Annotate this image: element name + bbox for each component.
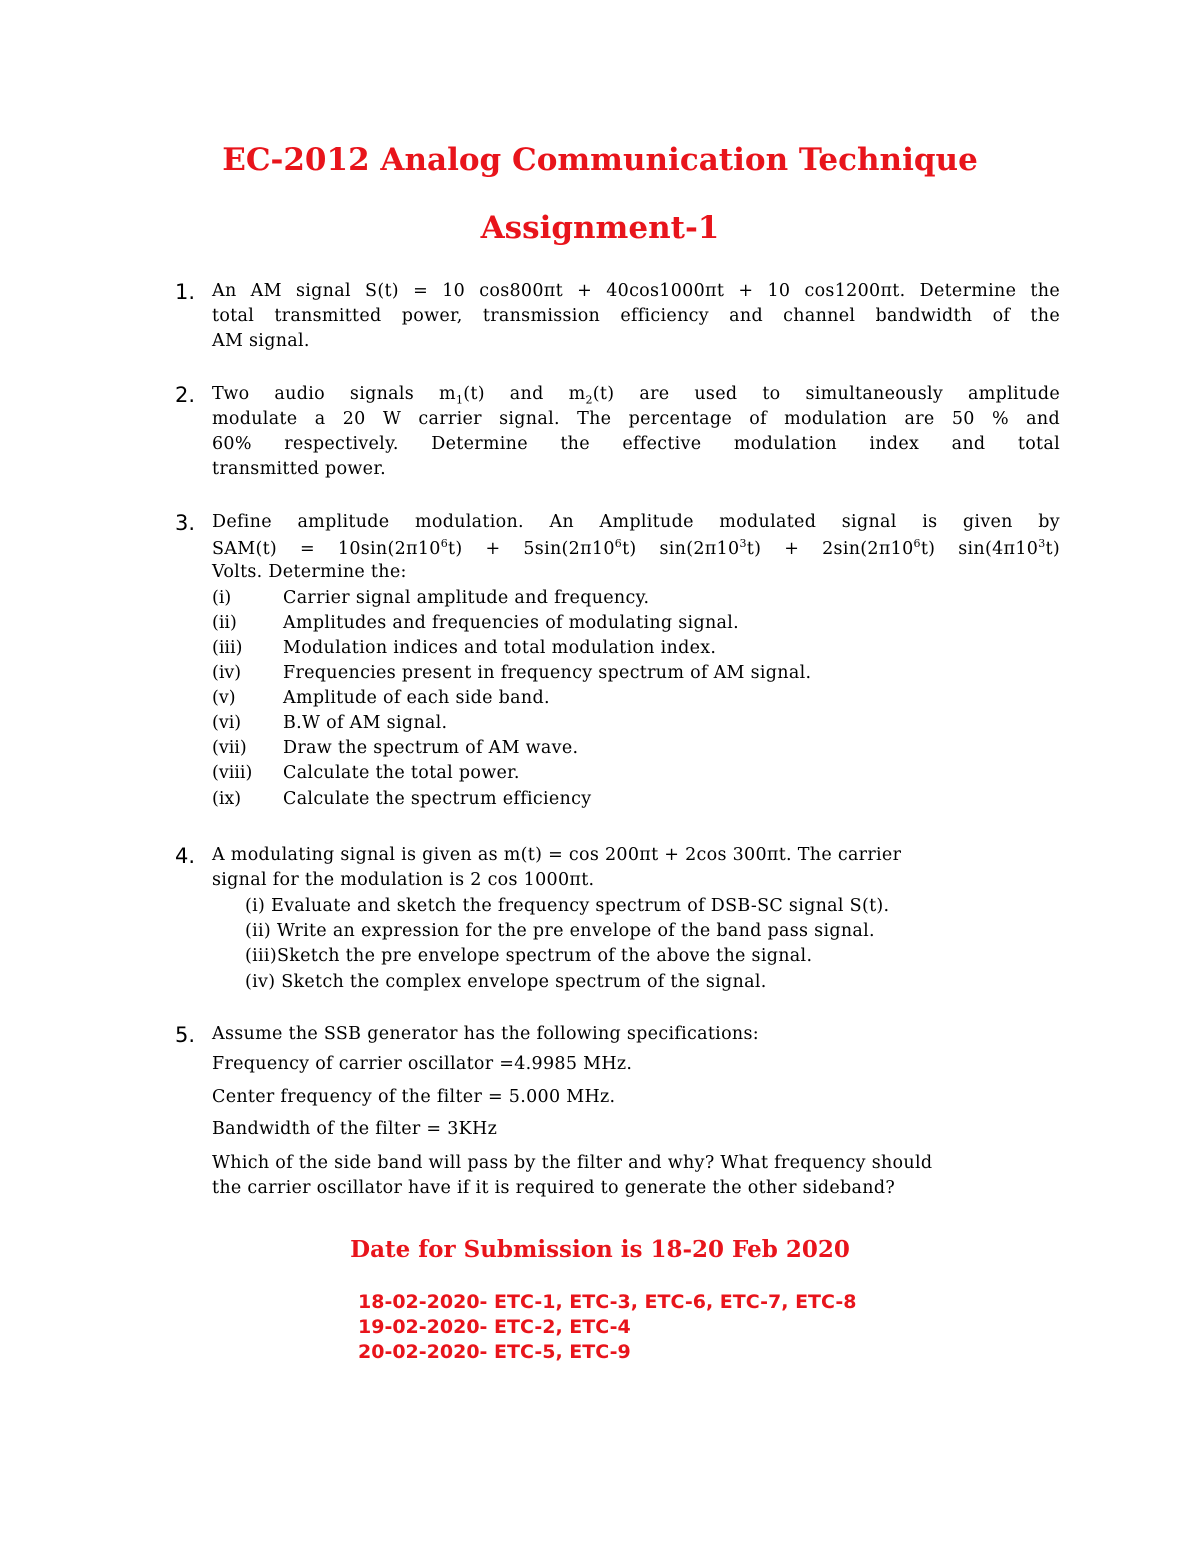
sub-question: (iii)Sketch the pre envelope spectrum of the above the signal. <box>245 946 813 966</box>
question-line: A modulating signal is given as m(t) = cos 200πt + 2cos 300πt. The carrier <box>212 845 902 865</box>
question-number: 4. <box>175 844 196 868</box>
question-line <box>212 384 1060 407</box>
page-title: EC-2012 Analog Communication Technique <box>222 142 978 178</box>
item-text: Calculate the spectrum efficiency <box>283 789 592 809</box>
superscript: 6 <box>440 537 449 550</box>
item-text: Amplitudes and frequencies of modulating signal. <box>283 613 740 633</box>
item-text: Carrier signal amplitude and frequency. <box>283 588 650 608</box>
sub-question: (ii) Write an expression for the pre envelope of the band pass signal. <box>245 921 875 941</box>
question-number: 5. <box>175 1023 196 1047</box>
schedule-line: 18-02-2020- ETC-1, ETC-3, ETC-6, ETC-7, ETC-8 <box>358 1291 857 1313</box>
submission-deadline: Date for Submission is 18-20 Feb 2020 <box>350 1236 850 1263</box>
am-signal-equation <box>212 537 1060 559</box>
question-line: signal for the modulation is 2 cos 1000πt. <box>212 870 595 890</box>
question-line: modulate a 20 W carrier signal. The percentage of modulation are 50 % and <box>212 409 1060 429</box>
subscript: 2 <box>585 393 593 407</box>
eq-text: t) + 5sin(2π10 <box>448 538 615 559</box>
question-line: AM signal. <box>212 331 310 351</box>
item-number: (vii) <box>212 738 247 758</box>
item-number: (ix) <box>212 789 242 809</box>
superscript: 6 <box>614 537 623 550</box>
line-text: Two audio signals m <box>212 384 456 404</box>
item-number: (v) <box>212 688 236 708</box>
superscript: 3 <box>739 537 747 550</box>
question-line: transmitted power. <box>212 459 386 479</box>
subscript: 1 <box>455 393 464 407</box>
item-number: (iii) <box>212 638 243 658</box>
question-line: Which of the side band will pass by the filter and why? What frequency should <box>212 1153 933 1173</box>
item-text: Calculate the total power. <box>283 763 520 783</box>
line-text: (t) and m <box>463 384 586 404</box>
page-subtitle: Assignment-1 <box>480 210 720 246</box>
question-line: Define amplitude modulation. An Amplitude modulated signal is given by <box>212 512 1060 532</box>
item-text: Frequencies present in frequency spectrum of AM signal. <box>283 663 812 683</box>
question-number: 3. <box>175 511 196 535</box>
question-line: An AM signal S(t) = 10 cos800πt + 40cos1000πt + 10 cos1200πt. Determine the <box>212 281 1060 301</box>
question-line: 60% respectively. Determine the effective modulation index and total <box>212 434 1060 454</box>
sub-question: (iv) Sketch the complex envelope spectrum of the signal. <box>245 972 767 992</box>
question-line: total transmitted power, transmission efficiency and channel bandwidth of the <box>212 306 1060 326</box>
question-line: Center frequency of the filter = 5.000 MHz. <box>212 1087 616 1107</box>
item-text: B.W of AM signal. <box>283 713 448 733</box>
question-line: Bandwidth of the filter = 3KHz <box>212 1119 498 1139</box>
item-text: Draw the spectrum of AM wave. <box>283 738 579 758</box>
question-line: Assume the SSB generator has the following specifications: <box>212 1024 759 1044</box>
sub-question: (i) Evaluate and sketch the frequency spectrum of DSB-SC signal S(t). <box>245 896 890 916</box>
schedule-line: 20-02-2020- ETC-5, ETC-9 <box>358 1341 631 1363</box>
question-line: the carrier oscillator have if it is required to generate the other sideband? <box>212 1178 896 1198</box>
question-number: 2. <box>175 383 196 407</box>
item-text: Amplitude of each side band. <box>283 688 550 708</box>
item-text: Modulation indices and total modulation index. <box>283 638 717 658</box>
eq-text: t) <box>1045 538 1061 559</box>
line-text: (t) are used to simultaneously amplitude <box>592 384 1061 404</box>
question-number: 1. <box>175 280 196 304</box>
question-line: Volts. Determine the: <box>212 562 407 582</box>
eq-text: SAM(t) = 10sin(2π10 <box>212 538 441 559</box>
item-number: (vi) <box>212 713 242 733</box>
schedule-line: 19-02-2020- ETC-2, ETC-4 <box>358 1316 631 1338</box>
item-number: (viii) <box>212 763 253 783</box>
eq-text: t) sin(4π10 <box>920 538 1039 559</box>
item-number: (iv) <box>212 663 242 683</box>
question-line: Frequency of carrier oscillator =4.9985 MHz. <box>212 1054 633 1074</box>
eq-text: t) sin(2π10 <box>622 538 740 559</box>
item-number: (i) <box>212 588 232 608</box>
superscript: 6 <box>913 537 921 550</box>
superscript: 3 <box>1038 537 1046 550</box>
eq-text: t) + 2sin(2π10 <box>746 538 914 559</box>
item-number: (ii) <box>212 613 237 633</box>
